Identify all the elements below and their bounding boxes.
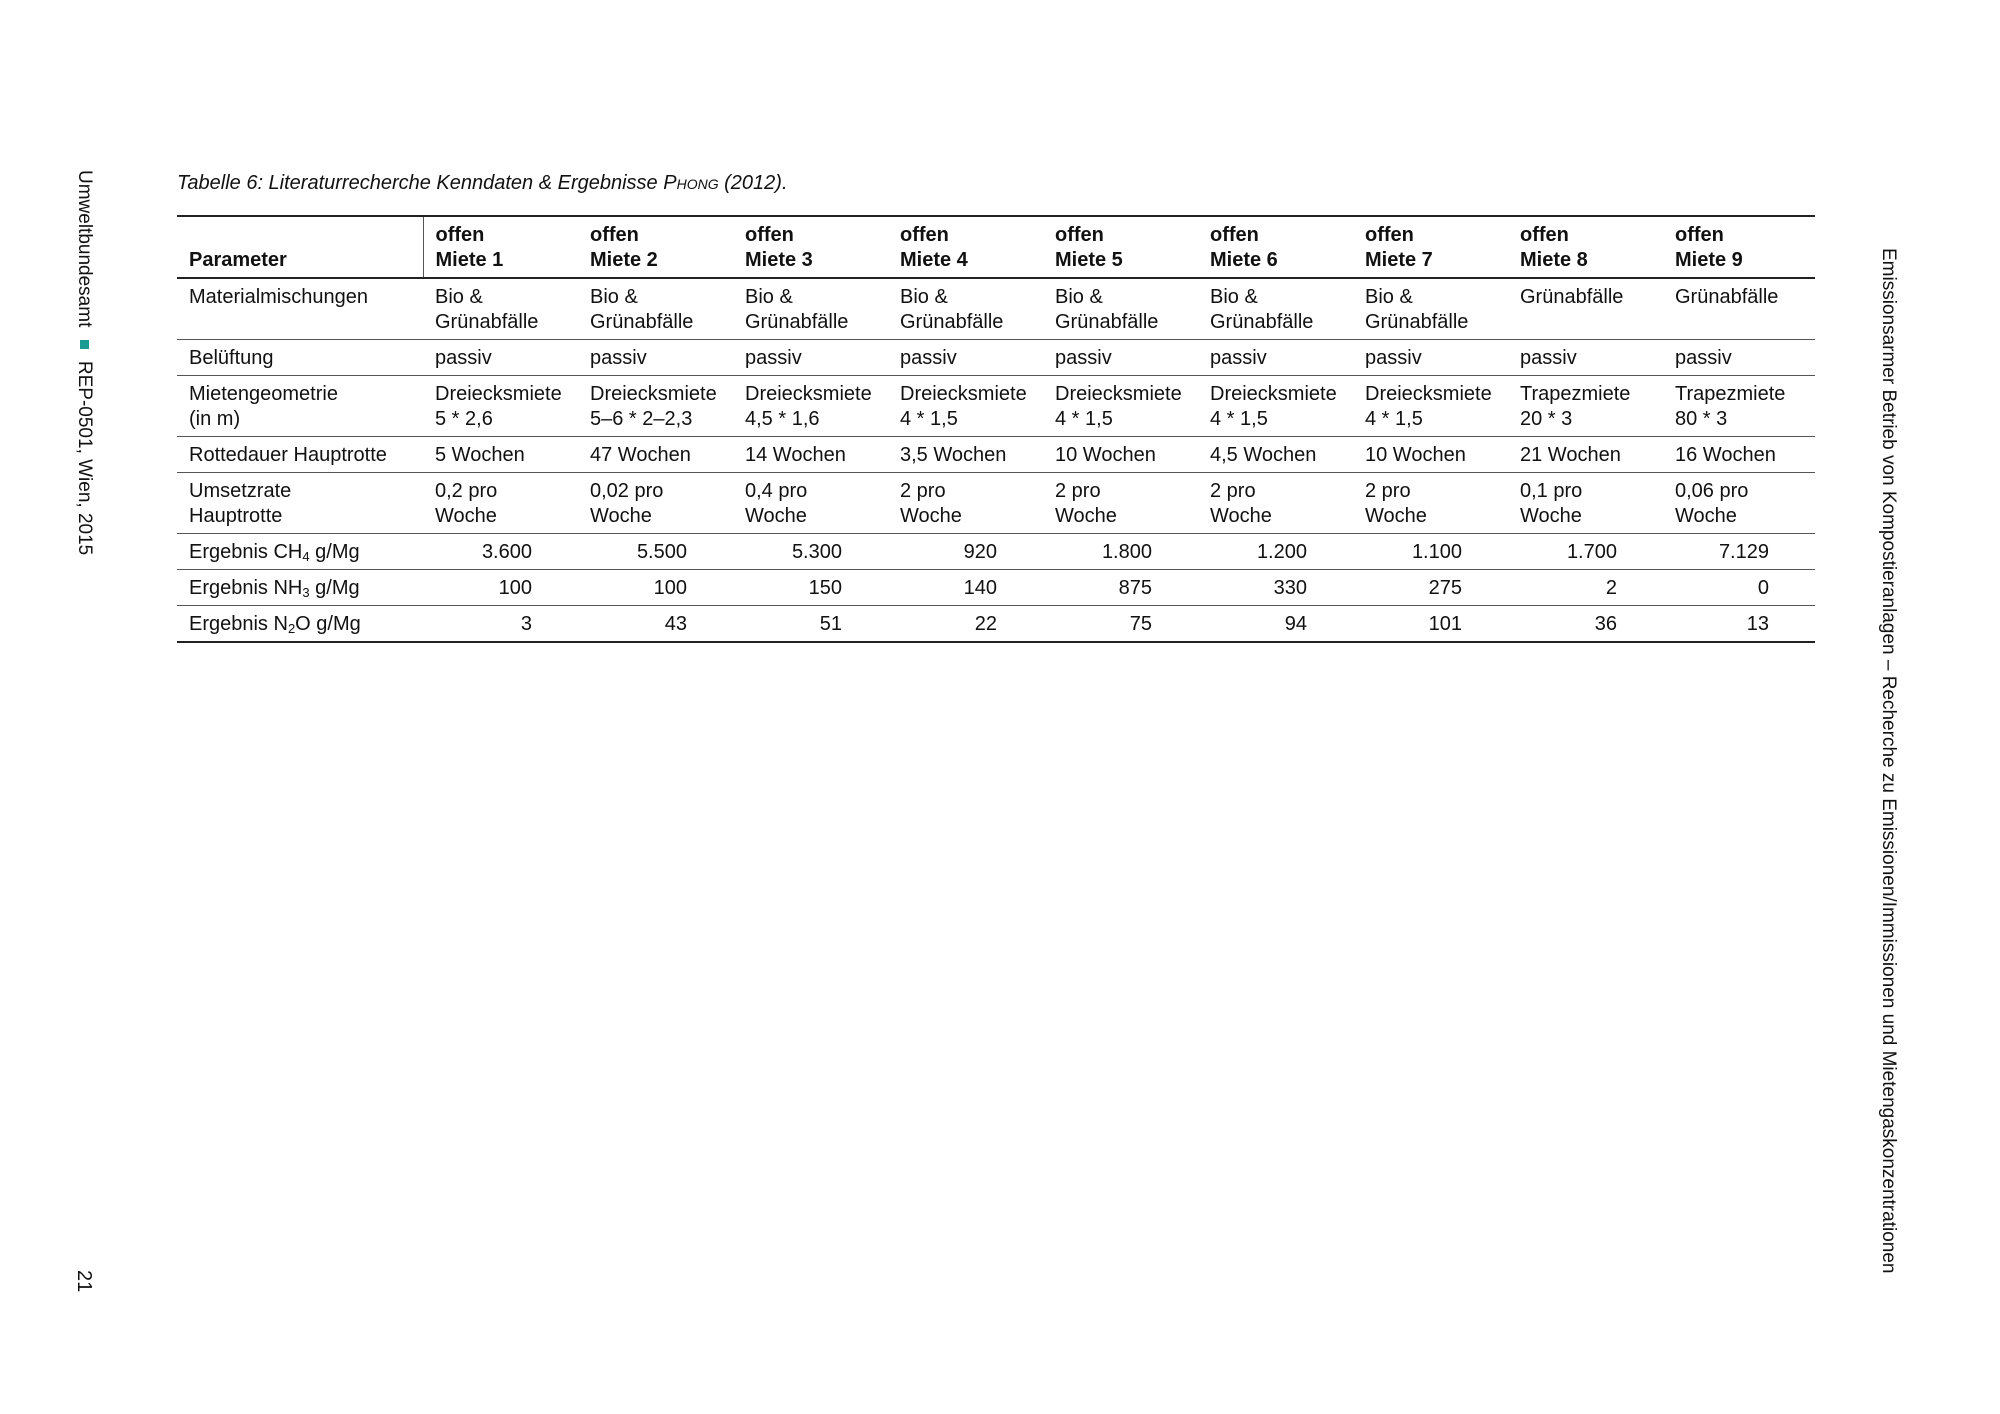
header-miete-2 [578, 216, 733, 278]
header-miete-5 [1043, 216, 1198, 278]
table-cell [1198, 376, 1353, 437]
cell-line: 330 [1273, 577, 1307, 599]
table-cell [1198, 473, 1353, 534]
cell-line: 2 pro [1210, 480, 1256, 502]
table-cell [1043, 570, 1198, 606]
cell-line: Bio & [745, 286, 793, 308]
cell-line: Woche [590, 505, 652, 527]
table-row [177, 534, 1815, 570]
table-cell [1043, 437, 1198, 473]
row-label-text: Ergebnis N [189, 613, 288, 635]
table-cell [733, 534, 888, 570]
header-miete-6 [1198, 216, 1353, 278]
row-label-text: Ergebnis CH [189, 541, 303, 563]
row-label [177, 473, 423, 534]
header-line1: offen [900, 224, 949, 246]
header-miete-7 [1353, 216, 1508, 278]
cell-line: Grünabfälle [745, 311, 849, 333]
table-cell [1043, 606, 1198, 643]
right-running-header: Emissionsarmer Betrieb von Kompostieranlagen – Recherche zu Emissionen/Immissionen und Mietengaskonzentrationen [1878, 248, 1899, 1274]
header-line2: Miete 1 [435, 249, 504, 271]
cell-line: 4 * 1,5 [1210, 408, 1268, 430]
cell-line: Woche [1365, 505, 1427, 527]
cell-line: 0,4 pro [745, 480, 808, 502]
cell-line: 1.700 [1566, 541, 1617, 563]
cell-line: Woche [1520, 505, 1582, 527]
row-label-line: Umsetzrate [189, 480, 292, 502]
table-cell [1353, 340, 1508, 376]
page-number: 21 [73, 1270, 95, 1293]
header-line1: offen [590, 224, 639, 246]
table-cell [1198, 570, 1353, 606]
table-cell [578, 340, 733, 376]
cell-line: Grünabfälle [900, 311, 1004, 333]
header-line1: offen [1210, 224, 1259, 246]
cell-line: 3 [520, 613, 532, 635]
table-body [177, 278, 1815, 642]
table-cell [1198, 606, 1353, 643]
table-row [177, 278, 1815, 340]
cell-line: 7.129 [1718, 541, 1769, 563]
table-cell [1508, 606, 1663, 643]
row-label-unit: O g/Mg [295, 613, 361, 635]
table-cell [888, 437, 1043, 473]
cell-line: Grünabfälle [590, 311, 694, 333]
table-row [177, 376, 1815, 437]
cell-line: Dreiecksmiete [1055, 383, 1182, 405]
teal-square-icon [80, 340, 89, 349]
cell-line: 5.500 [636, 541, 687, 563]
table-cell [1043, 278, 1198, 340]
row-label-line: Rottedauer Hauptrotte [189, 444, 387, 466]
table-cell [423, 606, 578, 643]
cell-line: Grünabfälle [1675, 286, 1779, 308]
cell-line: 0,02 pro [590, 480, 664, 502]
table-cell [1508, 278, 1663, 340]
table-cell [423, 570, 578, 606]
row-label-text: Ergebnis NH [189, 577, 303, 599]
table-cell [1508, 534, 1663, 570]
header-line2: Miete 8 [1520, 249, 1588, 271]
cell-line: passiv [1520, 347, 1577, 369]
table-row [177, 437, 1815, 473]
left-margin [64, 170, 104, 1310]
header-line2: Miete 2 [590, 249, 658, 271]
table-cell [578, 473, 733, 534]
header-line2: Miete 3 [745, 249, 813, 271]
table-cell [578, 376, 733, 437]
cell-line: Trapezmiete [1675, 383, 1786, 405]
row-label-line: Materialmischungen [189, 286, 368, 308]
header-line2: Miete 5 [1055, 249, 1123, 271]
table-cell [1198, 340, 1353, 376]
cell-line: 4,5 Wochen [1210, 444, 1317, 466]
row-label [177, 534, 423, 570]
report-reference: REP-0501, Wien, 2015 [74, 360, 95, 556]
header-line1: offen [435, 224, 485, 246]
table-cell [1663, 606, 1815, 643]
table-cell [1353, 473, 1508, 534]
cell-line: 3,5 Wochen [900, 444, 1007, 466]
cell-line: 10 Wochen [1365, 444, 1466, 466]
cell-line: Bio & [435, 286, 483, 308]
table-cell [1353, 606, 1508, 643]
cell-line: 4 * 1,5 [900, 408, 958, 430]
table-cell [1663, 376, 1815, 437]
cell-line: Grünabfälle [1365, 311, 1469, 333]
row-label-subscript: 4 [302, 549, 310, 564]
left-running-header [64, 170, 104, 555]
cell-line: Bio & [1210, 286, 1258, 308]
cell-line: Woche [435, 505, 497, 527]
cell-line: 22 [974, 613, 997, 635]
row-label-line: Belüftung [189, 347, 274, 369]
cell-line: Bio & [1055, 286, 1103, 308]
table-cell [1508, 376, 1663, 437]
cell-line: passiv [745, 347, 802, 369]
cell-line: Dreiecksmiete [590, 383, 717, 405]
cell-line: Dreiecksmiete [900, 383, 1027, 405]
cell-line: Grünabfälle [1210, 311, 1314, 333]
cell-line: Grünabfälle [1520, 286, 1624, 308]
table-row [177, 340, 1815, 376]
table-cell [423, 534, 578, 570]
cell-line: Woche [900, 505, 962, 527]
cell-line: Grünabfälle [435, 311, 539, 333]
cell-line: 47 Wochen [590, 444, 691, 466]
table-cell [423, 340, 578, 376]
cell-line: 51 [819, 613, 842, 635]
cell-line: 75 [1129, 613, 1152, 635]
table-cell [423, 473, 578, 534]
row-label-unit: g/Mg [309, 541, 360, 563]
cell-line: passiv [1210, 347, 1267, 369]
header-line2: Miete 6 [1210, 249, 1278, 271]
table-cell [1043, 534, 1198, 570]
cell-line: 5.300 [791, 541, 842, 563]
caption-suffix: (2012). [718, 172, 788, 194]
cell-line: 4 * 1,5 [1055, 408, 1113, 430]
row-label-line: (in m) [189, 408, 241, 430]
cell-line: 2 pro [900, 480, 946, 502]
header-miete-1 [423, 216, 578, 278]
cell-line: 100 [653, 577, 687, 599]
cell-line: 4,5 * 1,6 [745, 408, 820, 430]
header-line1: offen [1365, 224, 1414, 246]
table-cell [1663, 437, 1815, 473]
cell-line: Woche [1055, 505, 1117, 527]
cell-line: 140 [963, 577, 997, 599]
table-cell [1508, 437, 1663, 473]
table-cell [1508, 570, 1663, 606]
cell-line: 875 [1118, 577, 1152, 599]
cell-line: 1.800 [1101, 541, 1152, 563]
row-label [177, 606, 423, 643]
table-cell [1663, 473, 1815, 534]
header-line1: offen [1675, 224, 1724, 246]
header-line1: offen [1520, 224, 1569, 246]
table-cell [1353, 534, 1508, 570]
cell-line: 14 Wochen [745, 444, 846, 466]
publisher-name: Umweltbundesamt [74, 170, 95, 328]
table-cell [888, 570, 1043, 606]
cell-line: 1.200 [1256, 541, 1307, 563]
cell-line: Grünabfälle [1055, 311, 1159, 333]
cell-line: passiv [900, 347, 957, 369]
cell-line: Trapezmiete [1520, 383, 1631, 405]
table-cell [1353, 570, 1508, 606]
cell-line: 2 pro [1055, 480, 1101, 502]
cell-line: 1.100 [1411, 541, 1462, 563]
cell-line: 0,2 pro [435, 480, 498, 502]
cell-line: 275 [1428, 577, 1462, 599]
row-label [177, 278, 423, 340]
cell-line: 2 [1605, 577, 1617, 599]
table-cell [1663, 340, 1815, 376]
row-label [177, 437, 423, 473]
table-cell [888, 606, 1043, 643]
data-table [177, 215, 1815, 643]
cell-line: 10 Wochen [1055, 444, 1156, 466]
table-cell [733, 376, 888, 437]
cell-line: 0,06 pro [1675, 480, 1749, 502]
cell-line: passiv [1365, 347, 1422, 369]
cell-line: Dreiecksmiete [745, 383, 872, 405]
cell-line: 101 [1428, 613, 1462, 635]
table-row [177, 473, 1815, 534]
cell-line: 3.600 [481, 541, 532, 563]
table-cell [733, 570, 888, 606]
table-cell [888, 376, 1043, 437]
table-cell [423, 278, 578, 340]
cell-line: Woche [745, 505, 807, 527]
cell-line: 5 Wochen [435, 444, 525, 466]
caption-prefix: Tabelle 6: Literaturrecherche Kenndaten & Ergebnisse [177, 172, 664, 194]
header-miete-3 [733, 216, 888, 278]
row-label [177, 340, 423, 376]
table-cell [733, 437, 888, 473]
cell-line: 13 [1746, 613, 1769, 635]
table-cell [1198, 437, 1353, 473]
row-label [177, 570, 423, 606]
cell-line: passiv [435, 347, 492, 369]
table-cell [423, 437, 578, 473]
cell-line: Dreiecksmiete [435, 383, 562, 405]
table-row [177, 606, 1815, 643]
cell-line: 150 [808, 577, 842, 599]
header-line1: offen [745, 224, 794, 246]
header-parameter: Parameter [177, 216, 423, 278]
table-cell [1663, 570, 1815, 606]
table-cell [888, 340, 1043, 376]
header-line2: Miete 9 [1675, 249, 1743, 271]
table-caption [177, 172, 788, 195]
table-cell [1353, 278, 1508, 340]
table-cell [1508, 340, 1663, 376]
cell-line: 16 Wochen [1675, 444, 1776, 466]
table-cell [888, 278, 1043, 340]
table-cell [1508, 473, 1663, 534]
cell-line: 94 [1284, 613, 1307, 635]
header-miete-8 [1508, 216, 1663, 278]
caption-author: Phong [663, 172, 719, 194]
table-cell [733, 606, 888, 643]
cell-line: 920 [963, 541, 997, 563]
table-cell [1043, 340, 1198, 376]
row-label-subscript: 3 [302, 585, 310, 600]
table-cell [1198, 278, 1353, 340]
table-header-row [177, 216, 1815, 278]
table-cell [733, 278, 888, 340]
table-cell [1198, 534, 1353, 570]
table-cell [1663, 534, 1815, 570]
header-miete-9 [1663, 216, 1815, 278]
table-cell [1043, 376, 1198, 437]
row-label-line: Hauptrotte [189, 505, 283, 527]
table-cell [733, 340, 888, 376]
cell-line: 0 [1757, 577, 1769, 599]
cell-line: 21 Wochen [1520, 444, 1621, 466]
table-cell [1043, 473, 1198, 534]
cell-line: Bio & [1365, 286, 1413, 308]
header-line2: Miete 7 [1365, 249, 1433, 271]
header-miete-4 [888, 216, 1043, 278]
table-cell [578, 606, 733, 643]
cell-line: 100 [498, 577, 532, 599]
cell-line: Bio & [900, 286, 948, 308]
table-cell [888, 473, 1043, 534]
table-cell [888, 534, 1043, 570]
table-cell [578, 534, 733, 570]
cell-line: 43 [664, 613, 687, 635]
row-label-subscript: 2 [287, 621, 296, 636]
table-cell [1663, 278, 1815, 340]
table-cell [578, 570, 733, 606]
cell-line: Dreiecksmiete [1365, 383, 1492, 405]
table-cell [578, 437, 733, 473]
cell-line: Woche [1210, 505, 1272, 527]
cell-line: 36 [1594, 613, 1617, 635]
row-label-unit: g/Mg [309, 577, 360, 599]
cell-line: 4 * 1,5 [1365, 408, 1423, 430]
cell-line: 2 pro [1365, 480, 1411, 502]
row-label [177, 376, 423, 437]
cell-line: passiv [1675, 347, 1732, 369]
cell-line: passiv [1055, 347, 1112, 369]
table-cell [423, 376, 578, 437]
cell-line: 0,1 pro [1520, 480, 1583, 502]
cell-line: 5–6 * 2–2,3 [590, 408, 693, 430]
header-line1: offen [1055, 224, 1104, 246]
row-label-line: Mietengeometrie [189, 383, 338, 405]
header-line2: Miete 4 [900, 249, 968, 271]
cell-line: Woche [1675, 505, 1737, 527]
table-cell [1353, 376, 1508, 437]
cell-line: passiv [590, 347, 647, 369]
table-cell [733, 473, 888, 534]
table-row [177, 570, 1815, 606]
cell-line: 5 * 2,6 [435, 408, 493, 430]
cell-line: Bio & [590, 286, 638, 308]
cell-line: 20 * 3 [1520, 408, 1573, 430]
table-cell [578, 278, 733, 340]
cell-line: Dreiecksmiete [1210, 383, 1337, 405]
table-cell [1353, 437, 1508, 473]
cell-line: 80 * 3 [1675, 408, 1728, 430]
